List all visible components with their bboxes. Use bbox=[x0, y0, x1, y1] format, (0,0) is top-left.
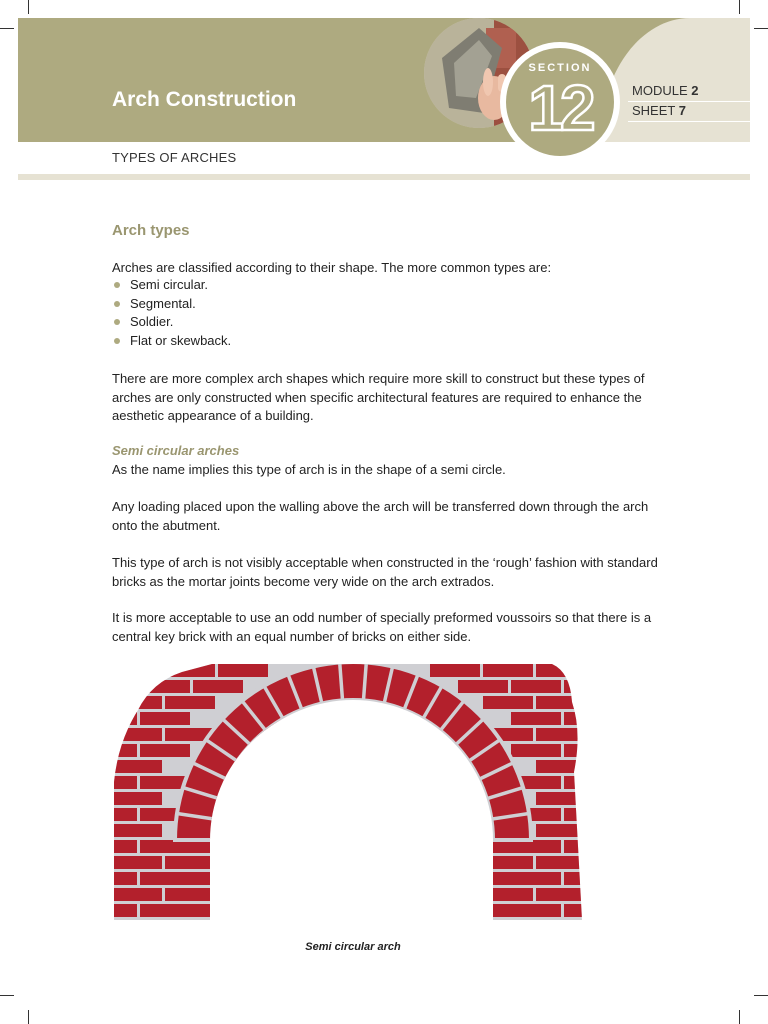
wall-brick bbox=[112, 904, 137, 917]
wall-brick bbox=[589, 696, 594, 709]
crop-mark bbox=[739, 0, 740, 14]
wall-brick bbox=[536, 856, 586, 869]
wall-brick bbox=[564, 808, 594, 821]
intro-paragraph: Arches are classified according to their shape. The more common types are: bbox=[112, 260, 552, 275]
wall-brick bbox=[112, 856, 162, 869]
sheet-label: SHEET bbox=[632, 103, 676, 118]
list-item: Semi circular. bbox=[112, 276, 231, 295]
wall-brick bbox=[430, 664, 480, 677]
wall-brick bbox=[112, 808, 137, 821]
jamb-brick bbox=[170, 856, 210, 869]
wall-brick bbox=[218, 664, 268, 677]
wall-brick bbox=[511, 744, 561, 757]
semi-circular-subheading: Semi circular arches bbox=[112, 443, 240, 458]
arch-types-list bbox=[112, 276, 231, 350]
wall-brick bbox=[483, 696, 533, 709]
wall-brick bbox=[112, 792, 162, 805]
crop-mark bbox=[28, 1010, 29, 1024]
crop-mark bbox=[28, 0, 29, 14]
jamb-brick bbox=[170, 904, 210, 917]
wall-brick bbox=[112, 744, 137, 757]
wall-brick bbox=[112, 760, 162, 773]
wall-brick bbox=[511, 712, 561, 725]
crop-mark bbox=[0, 28, 14, 29]
wall-brick bbox=[536, 696, 586, 709]
wall-brick bbox=[536, 760, 586, 773]
section-label: SECTION bbox=[528, 62, 592, 74]
wall-brick bbox=[112, 696, 162, 709]
wall-brick bbox=[536, 728, 586, 741]
wall-brick bbox=[564, 744, 594, 757]
page-title: Arch Construction bbox=[112, 88, 297, 111]
wall-brick bbox=[536, 664, 586, 677]
wall-brick bbox=[564, 904, 594, 917]
loading-paragraph: Any loading placed upon the walling above the arch will be transferred down through the arch onto the abutment. bbox=[112, 499, 649, 533]
module-label: MODULE bbox=[632, 83, 688, 98]
wall-brick bbox=[589, 856, 594, 869]
wall-brick bbox=[589, 728, 594, 741]
arch-drawing bbox=[112, 662, 594, 920]
semi-circular-arch-illustration bbox=[112, 662, 594, 920]
wall-brick bbox=[458, 680, 508, 693]
jamb-brick bbox=[170, 888, 210, 901]
list-item: Soldier. bbox=[112, 313, 231, 332]
wall-brick bbox=[483, 664, 533, 677]
wall-brick bbox=[589, 792, 594, 805]
wall-brick bbox=[511, 680, 561, 693]
wall-brick bbox=[112, 712, 137, 725]
sheet-value: 7 bbox=[678, 103, 686, 118]
section-heading: Arch types bbox=[112, 222, 190, 239]
wall-brick bbox=[564, 776, 594, 789]
wall-brick bbox=[165, 696, 215, 709]
wall-brick bbox=[112, 664, 162, 677]
section-badge bbox=[500, 42, 620, 162]
wall-brick bbox=[589, 888, 594, 901]
crop-mark bbox=[0, 995, 14, 996]
crop-mark bbox=[739, 1010, 740, 1024]
jamb-brick bbox=[170, 872, 210, 885]
figure-caption: Semi circular arch bbox=[305, 941, 401, 953]
name-paragraph: As the name implies this type of arch is in the shape of a semi circle. bbox=[112, 462, 506, 477]
meta-divider bbox=[628, 121, 750, 122]
list-item: Flat or skewback. bbox=[112, 332, 231, 351]
wall-brick bbox=[112, 872, 137, 885]
module-value: 2 bbox=[691, 83, 699, 98]
wall-brick bbox=[536, 792, 586, 805]
wall-brick bbox=[193, 680, 243, 693]
wall-brick bbox=[536, 888, 586, 901]
wall-brick bbox=[140, 712, 190, 725]
wall-brick bbox=[564, 840, 594, 853]
rough-paragraph: This type of arch is not visibly acceptable when constructed in the ‘rough’ fashion with standard bricks as the mortar joints become very wide on the arch extrados. bbox=[112, 555, 658, 589]
wall-brick bbox=[140, 744, 190, 757]
wall-brick bbox=[112, 728, 162, 741]
voussoirs-paragraph: It is more acceptable to use an odd number of specially preformed voussoirs so that there is a central key brick with an equal number of bricks on either side. bbox=[112, 610, 652, 644]
wall-brick bbox=[112, 680, 137, 693]
wall-brick bbox=[564, 680, 594, 693]
wall-brick bbox=[589, 824, 594, 837]
subheader: TYPES OF ARCHES bbox=[112, 150, 237, 165]
complex-arches-paragraph: There are more complex arch shapes which require more skill to construct but these types of arches are only constructed when specific architectural features are required to enhance the aesthetic appearance of a building. bbox=[112, 371, 645, 423]
wall-brick bbox=[564, 872, 594, 885]
wall-brick bbox=[564, 712, 594, 725]
wall-brick bbox=[112, 840, 137, 853]
wall-brick bbox=[589, 760, 594, 773]
list-item: Segmental. bbox=[112, 295, 231, 314]
wall-brick bbox=[165, 664, 215, 677]
wall-brick bbox=[140, 680, 190, 693]
module-row bbox=[628, 80, 750, 102]
wall-brick bbox=[112, 824, 162, 837]
sheet-row bbox=[628, 100, 750, 122]
crop-mark bbox=[754, 995, 768, 996]
section-number: 12 bbox=[528, 72, 592, 144]
wall-brick bbox=[589, 664, 594, 677]
wall-brick bbox=[536, 824, 586, 837]
crop-mark bbox=[754, 28, 768, 29]
wall-brick bbox=[112, 776, 137, 789]
header-divider-bar bbox=[18, 174, 750, 180]
wall-brick bbox=[112, 888, 162, 901]
section-badge-inner bbox=[506, 48, 614, 156]
